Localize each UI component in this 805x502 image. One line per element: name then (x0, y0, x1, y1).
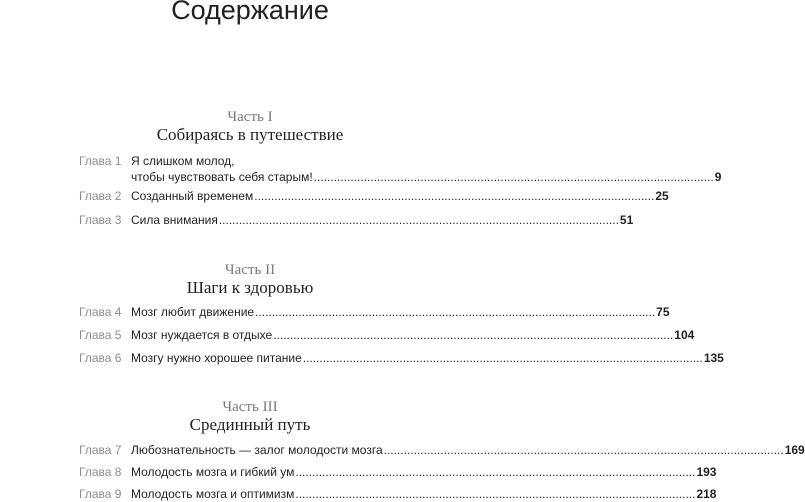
dot-leader: ........................................................................................................................ (295, 465, 696, 479)
toc-entry-chapter-1[interactable] (79, 153, 722, 185)
page-number: 75 (656, 305, 670, 319)
chapter-label: Глава 3 (79, 213, 122, 227)
chapter-label: Глава 7 (79, 443, 122, 457)
chapter-label: Глава 1 (79, 154, 122, 168)
dot-leader: ........................................................................................................................ (295, 487, 696, 501)
chapter-title: Молодость мозга и гибкий ум (131, 465, 295, 479)
dot-leader: ........................................................................................................................ (383, 443, 784, 457)
chapter-title: Любознательность — залог молодости мозга (131, 443, 383, 457)
page-number: 104 (674, 328, 695, 342)
part-2-number: Часть II (224, 262, 276, 278)
chapter-title-line-2 (131, 169, 722, 185)
chapter-title-continued: чтобы чувствовать себя старым! (131, 170, 313, 184)
page-number: 9 (714, 170, 722, 184)
chapter-label: Глава 5 (79, 328, 122, 342)
chapter-title-line (131, 304, 670, 320)
chapter-title: Молодость мозга и оптимизм (131, 487, 295, 501)
chapter-title-line (131, 442, 805, 458)
chapter-title-line-1 (131, 153, 420, 169)
chapter-title: Сила внимания (131, 213, 218, 227)
chapter-title-line (131, 188, 669, 204)
dot-leader: ........................................................................................................................ (313, 170, 714, 184)
page-number: 51 (619, 213, 634, 227)
dot-leader: ........................................................................................................................ (254, 189, 655, 203)
part-1-number: Часть I (227, 109, 273, 125)
chapter-title-line (131, 464, 717, 480)
page-number: 169 (784, 443, 805, 457)
part-1-title: Собираясь в путешествие (156, 125, 344, 144)
chapter-title-line (131, 350, 724, 366)
dot-leader: ........................................................................................................................ (273, 328, 674, 342)
chapter-title: Мозгу нужно хорошее питание (131, 351, 302, 365)
page-title: Содержание (171, 0, 329, 25)
chapter-title-line (131, 212, 634, 228)
part-3-number: Часть III (222, 399, 278, 415)
part-2-title: Шаги к здоровью (186, 278, 314, 297)
chapter-title-line (131, 327, 695, 343)
chapter-title: Созданный временем (131, 189, 254, 203)
page-number: 25 (655, 189, 669, 203)
page-number: 218 (696, 487, 717, 501)
chapter-title-line (131, 486, 717, 502)
chapter-label: Глава 2 (79, 189, 122, 203)
chapter-label: Глава 9 (79, 487, 122, 501)
page-number: 135 (703, 351, 724, 365)
page-number: 193 (696, 465, 717, 479)
part-3-title: Срединный путь (189, 415, 311, 434)
chapter-title: Мозг любит движение (131, 305, 255, 319)
dot-leader: ........................................................................................................................ (302, 351, 703, 365)
chapter-label: Глава 4 (79, 305, 122, 319)
chapter-label: Глава 8 (79, 465, 122, 479)
chapter-title: Я слишком молод, (131, 154, 235, 168)
chapter-label: Глава 6 (79, 351, 122, 365)
chapter-title: Мозг нуждается в отдыхе (131, 328, 273, 342)
dot-leader: ........................................................................................................................ (255, 305, 656, 319)
dot-leader: ........................................................................................................................ (218, 213, 619, 227)
